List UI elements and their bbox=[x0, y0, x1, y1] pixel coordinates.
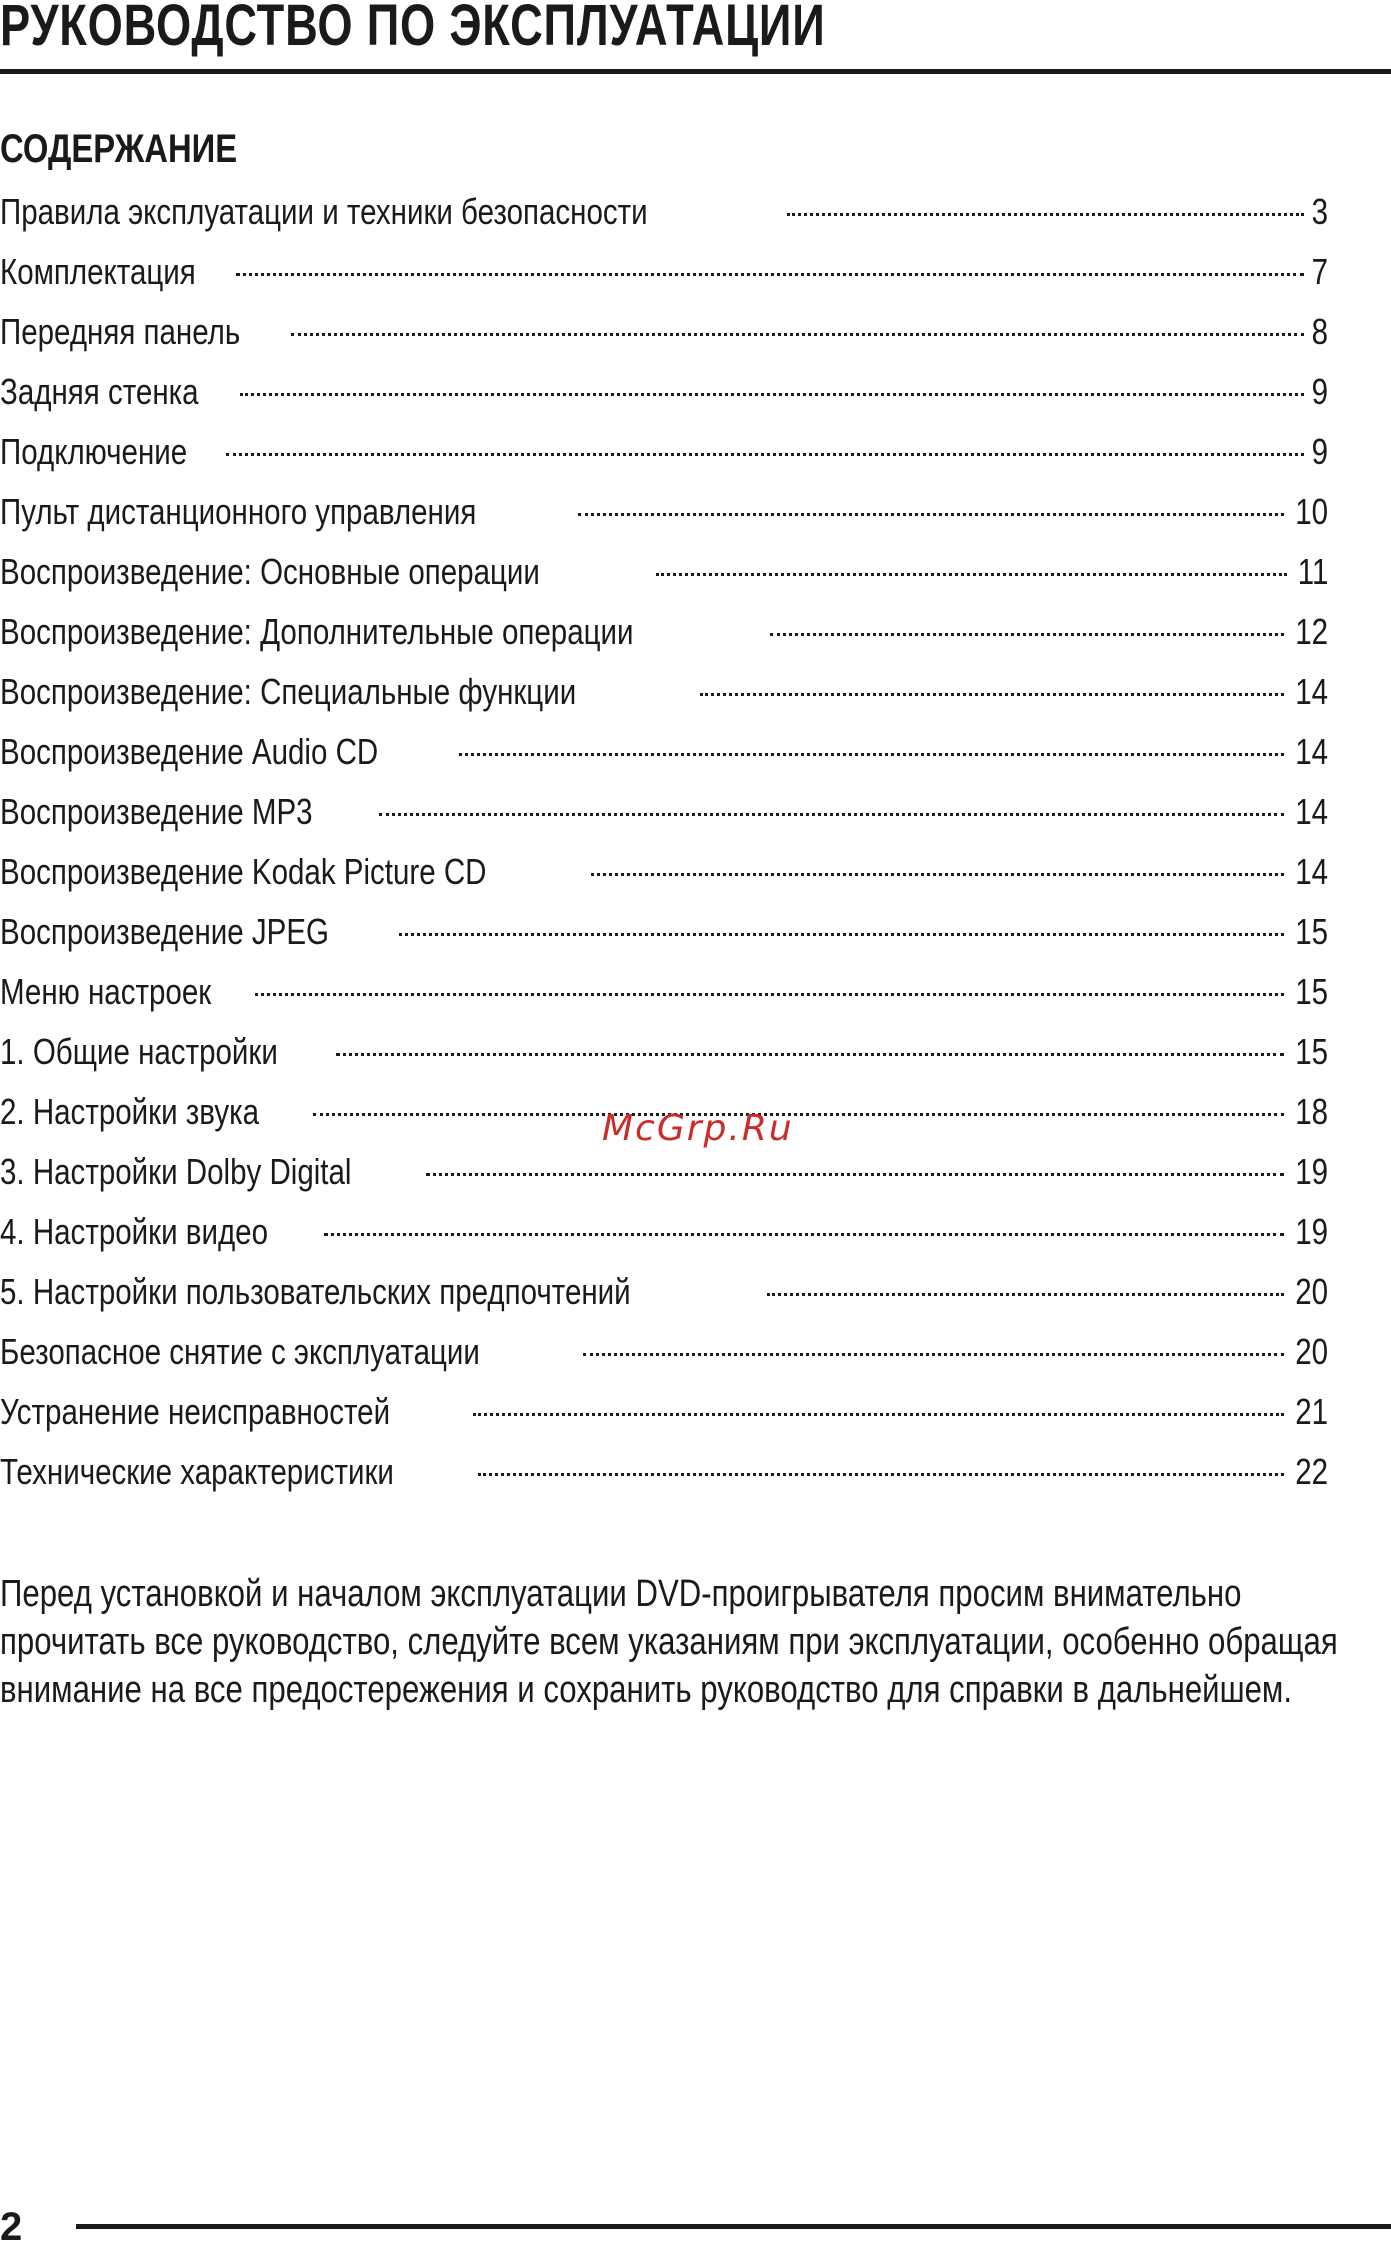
toc-leader-dots bbox=[478, 1473, 1284, 1476]
toc-leader-dots bbox=[379, 813, 1284, 816]
toc-entry-title: Пульт дистанционного управления bbox=[0, 491, 477, 532]
toc-entry[interactable] bbox=[0, 242, 1328, 302]
toc-entry-page: 15 bbox=[1295, 911, 1328, 952]
toc-entry-title: 4. Настройки видео bbox=[0, 1211, 269, 1252]
toc-entry[interactable] bbox=[0, 182, 1328, 242]
toc-leader-dots bbox=[591, 873, 1284, 876]
toc-leader-dots bbox=[291, 333, 1304, 336]
toc-entry-page: 7 bbox=[1311, 251, 1328, 292]
toc-entry-title: Меню настроек bbox=[0, 971, 212, 1012]
toc-leader-dots bbox=[399, 933, 1284, 936]
toc-heading: СОДЕРЖАНИЕ bbox=[0, 127, 238, 171]
toc-leader-dots bbox=[578, 513, 1284, 516]
toc-entry-title: Воспроизведение Audio CD bbox=[0, 731, 379, 772]
toc-entry-page: 19 bbox=[1295, 1151, 1328, 1192]
toc-leader-dots bbox=[255, 993, 1284, 996]
toc-entry-title: Устранение неисправностей bbox=[0, 1391, 391, 1432]
toc-entry[interactable] bbox=[0, 1262, 1328, 1322]
page-title: РУКОВОДСТВО ПО ЭКСПЛУАТАЦИИ bbox=[0, 0, 826, 58]
toc-entry-title: Воспроизведение MP3 bbox=[0, 791, 313, 832]
toc-entry[interactable] bbox=[0, 422, 1328, 482]
toc-entry-title: Правила эксплуатации и техники безопасности bbox=[0, 191, 648, 232]
toc-entry[interactable] bbox=[0, 542, 1328, 602]
toc-entry-page: 20 bbox=[1295, 1331, 1328, 1372]
toc-entry[interactable] bbox=[0, 362, 1328, 422]
toc-entry-title: Воспроизведение Kodak Picture CD bbox=[0, 851, 487, 892]
toc-entry-page: 15 bbox=[1295, 971, 1328, 1012]
toc-leader-dots bbox=[324, 1233, 1284, 1236]
toc-entry[interactable] bbox=[0, 782, 1328, 842]
toc-entry-title: Воспроизведение JPEG bbox=[0, 911, 329, 952]
toc-entry-title: 1. Общие настройки bbox=[0, 1031, 278, 1072]
toc-leader-dots bbox=[426, 1173, 1284, 1176]
toc-entry-title: Комплектация bbox=[0, 251, 196, 292]
toc-leader-dots bbox=[767, 1293, 1284, 1296]
toc-entry[interactable] bbox=[0, 302, 1328, 362]
toc-leader-dots bbox=[583, 1353, 1284, 1356]
toc-entry-title: 5. Настройки пользовательских предпочтений bbox=[0, 1271, 631, 1312]
toc-entry[interactable] bbox=[0, 482, 1328, 542]
toc-entry[interactable] bbox=[0, 1442, 1328, 1502]
toc-entry[interactable] bbox=[0, 842, 1328, 902]
toc-entry-page: 21 bbox=[1295, 1391, 1328, 1432]
toc-entry[interactable] bbox=[0, 902, 1328, 962]
toc-entry-page: 14 bbox=[1295, 791, 1328, 832]
intro-line: Перед установкой и началом эксплуатации DVD-проигрывателя просим внимательно bbox=[0, 1573, 1242, 1615]
toc-leader-dots bbox=[700, 693, 1284, 696]
toc-leader-dots bbox=[240, 393, 1304, 396]
toc-entry-page: 19 bbox=[1295, 1211, 1328, 1252]
toc-leader-dots bbox=[459, 753, 1284, 756]
toc-entry-title: Подключение bbox=[0, 431, 188, 472]
toc-entry[interactable] bbox=[0, 1142, 1328, 1202]
toc-entry-page: 15 bbox=[1295, 1031, 1328, 1072]
watermark: McGrp.Ru bbox=[602, 1108, 794, 1149]
toc-entry-page: 14 bbox=[1295, 731, 1328, 772]
toc-entry-page: 20 bbox=[1295, 1271, 1328, 1312]
toc-entry-title: Воспроизведение: Дополнительные операции bbox=[0, 611, 634, 652]
toc-leader-dots bbox=[236, 273, 1304, 276]
page-number: 2 bbox=[0, 2205, 23, 2249]
toc-entry-page: 10 bbox=[1295, 491, 1328, 532]
toc-entry-page: 14 bbox=[1295, 851, 1328, 892]
toc-entry-title: Передняя панель bbox=[0, 311, 241, 352]
toc-entry-title: 3. Настройки Dolby Digital bbox=[0, 1151, 352, 1192]
toc-entry-page: 14 bbox=[1295, 671, 1328, 712]
toc-entry-title: Воспроизведение: Специальные функции bbox=[0, 671, 577, 712]
toc-entry[interactable] bbox=[0, 662, 1328, 722]
intro-paragraph bbox=[0, 1570, 1391, 1714]
table-of-contents bbox=[0, 182, 1328, 1502]
toc-leader-dots bbox=[770, 633, 1284, 636]
toc-entry-page: 8 bbox=[1311, 311, 1328, 352]
toc-leader-dots bbox=[787, 213, 1304, 216]
intro-line: внимание на все предостережения и сохранить руководство для справки в дальнейшем. bbox=[0, 1669, 1292, 1711]
toc-leader-dots bbox=[336, 1053, 1284, 1056]
toc-leader-dots bbox=[313, 1113, 1283, 1116]
toc-entry[interactable] bbox=[0, 722, 1328, 782]
toc-entry-title: Задняя стенка bbox=[0, 371, 199, 412]
toc-entry[interactable] bbox=[0, 1202, 1328, 1262]
title-divider bbox=[0, 69, 1391, 74]
toc-entry-page: 3 bbox=[1311, 191, 1328, 232]
toc-entry-page: 11 bbox=[1297, 551, 1328, 592]
toc-entry-title: Безопасное снятие с эксплуатации bbox=[0, 1331, 480, 1372]
toc-entry[interactable] bbox=[0, 1382, 1328, 1442]
toc-entry[interactable] bbox=[0, 1322, 1328, 1382]
toc-entry-title: Технические характеристики bbox=[0, 1451, 394, 1492]
toc-entry[interactable] bbox=[0, 1022, 1328, 1082]
toc-leader-dots bbox=[656, 573, 1287, 576]
toc-entry-title: 2. Настройки звука bbox=[0, 1091, 260, 1132]
toc-entry-page: 18 bbox=[1295, 1091, 1328, 1132]
toc-entry-page: 22 bbox=[1295, 1451, 1328, 1492]
toc-entry-page: 12 bbox=[1295, 611, 1328, 652]
intro-line: прочитать все руководство, следуйте всем указаниям при эксплуатации, особенно обращая bbox=[0, 1621, 1338, 1663]
toc-leader-dots bbox=[473, 1413, 1284, 1416]
toc-entry-page: 9 bbox=[1311, 431, 1328, 472]
toc-entry[interactable] bbox=[0, 602, 1328, 662]
toc-leader-dots bbox=[226, 453, 1304, 456]
toc-entry-page: 9 bbox=[1311, 371, 1328, 412]
toc-entry[interactable] bbox=[0, 962, 1328, 1022]
toc-entry-title: Воспроизведение: Основные операции bbox=[0, 551, 540, 592]
footer-divider bbox=[76, 2224, 1391, 2229]
